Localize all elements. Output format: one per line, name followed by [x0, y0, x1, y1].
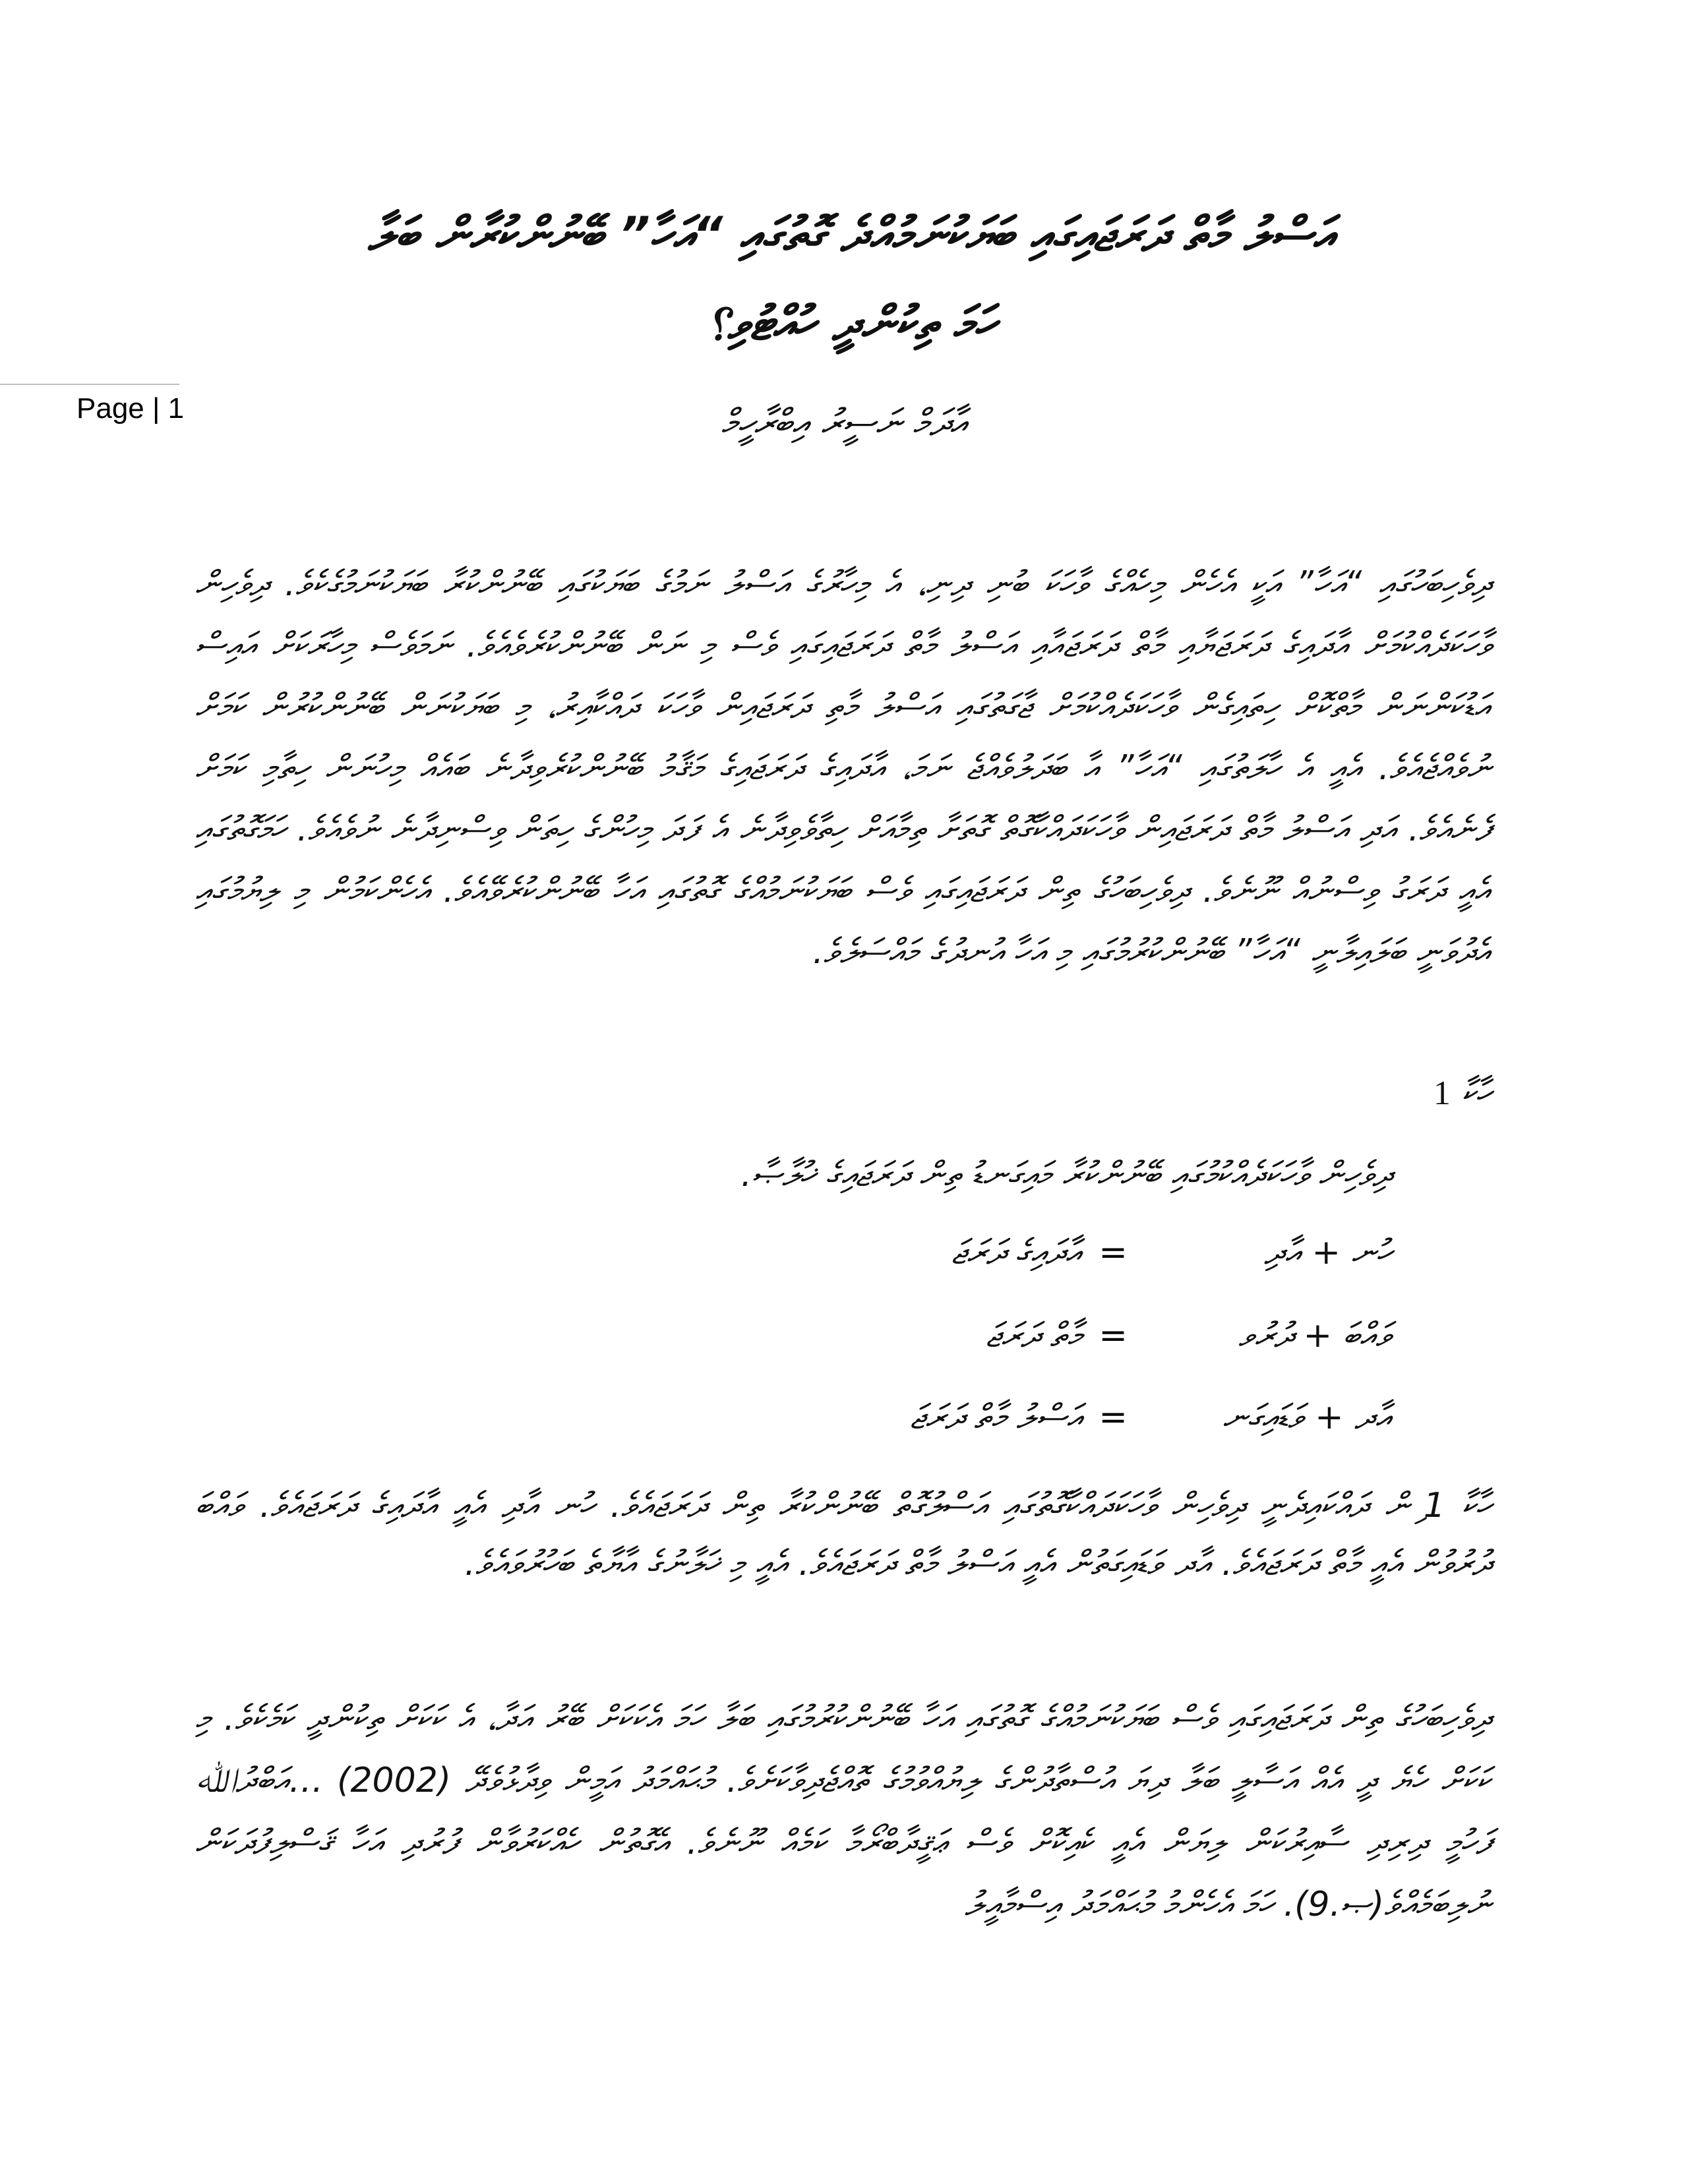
equals-sign: =: [1099, 1233, 1128, 1272]
equals-sign: =: [1099, 1316, 1128, 1355]
author-name: އާދަމް ނަސީރު އިބްރާހީމް: [721, 401, 967, 444]
figure-label-text: ހާކާ: [1461, 1073, 1490, 1113]
equation-intro: ދިވެހިން ވާހަކަދެއްކުމުގައި ބޭނުންކުރާ މައިގަނޑު ތިން ދަރަޖައިގެ ޚުލާޞާ.: [740, 1155, 1391, 1195]
equation-left-term: އާދ + ވަޑައިގަނ: [1222, 1398, 1391, 1437]
equals-sign: =: [1099, 1398, 1128, 1437]
equation-row: [857, 1309, 1391, 1362]
equation-result: މާތް ދަރަޖަ: [986, 1316, 1081, 1355]
equation-result: އާދައިގެ ދަރަޖަ: [951, 1233, 1081, 1272]
body-paragraph-2: ހާކާ 1 ިން ދައްކައިދެނީ ދިވެހިން ވާހަކަދައްކާގޮތުގައި އަސްލުގޮތް ބޭނުންކުރާ ތިން ދަރަޖައެވެ. ހުނ އާދި އެއީ އާދައިގެ ދަރަޖައެވެ. ވައްބަ ދުރުވުން އެއީ މާތް ދަރަޖައެވެ. އާދ ވަޑައިގަތުން އެއީ އަސްލު މާތް ދަރަޖައެވެ. އެއީ މި ޚަލާނުގެ އާޔާތެ ބަހުރުވައެވެ.: [195, 1486, 1490, 1583]
figure-number: 1: [1433, 1075, 1451, 1112]
figure-label: [1345, 1067, 1490, 1120]
body-paragraph-1: ދިވެހިބަހުގައި “އަހާ” އަކީ އެހެން މިހެއްގެ ވާހަކަ ބުނި ދިނި، އެ މިހާރުގެ އަސްލު ނަމުގެ ބަޔަކުގައި ބޭނުންކުރާ ބަޔަކުނަމުގެކެވެ. ދިވެހިން ވާހަކަދެއްކުމަށް އާދައިގެ ދަރަޖަޔާއި މާތް ދަރަޖައާއި އަސްލު މާތް ދަރަޖައިގައި ވެސް މި ނަން ބޭނުންކުރެވެއެވެ. ނަމަވެސް މިހާރަކަށް އައިސް އަޑުކަންނަން މާތްކޮށް ހިތައިގެން ވާހަކަދެއްކުމަށް ޖާގަތުގައި އަސްލު މާތި ދަރަޖައިން ވާހަކަ ދައްކާއިރު، މި ބަޔަކުނަން ބޭނުންކުރުން ކަމަށް ނުވެއްޖެއެވެ. އެއީ އެ ހާލަތުގައި “އަހާ” އާ ބަދަލުވެއްޖެ ނަމަ، އާދައިގެ ދަރަޖައިގެ މަޤާމު ބޭނުންކުރެވިދާނެ ބައެއް މިހުނަން ހިތާމި ކަމަށް ފެނެއެވެ. އަދި އަސްލު މާތް ދަރަޖައިން ވާހަކަދައްކާގޮތް ގޮތަށާ ތިމާއަށް ހިތާވެވިދާނެ އެ ފަދަ މިހުންގެ ހިތަން ވިސްނިދާނެ ނުވެއެވެ. ހަމަގޮތުގައި އެއީ ދަރަގު ވިސްނުއް ނޫނެވެ. ދިވެހިބަހުގެ ތިން ދަރަޖައިގައި ވެސް ބަޔަކުނަމުއްގެ ގޮތުގައި އަހާ ބޭނުންކުރެވޭއެވެ. އެހެންކަމުން މި ލިޔުމުގައި އެދުވަނީ ބަލައިލާނީ “އަހާ” ބޭނުންކުރުމުގައި މި އަހާ އުނދުގެ މައްސަލެވެ.: [195, 564, 1490, 972]
document-title-line-1: އަސްލު މާތް ދަރަޖައިގައި ބަޔަކުނަމުއްދެ ގޮތުގައި “އަހާ” ބޭނުންކުރާން ބަލާ: [367, 206, 1334, 262]
page-number-label: Page | 1: [76, 392, 185, 425]
equation-result: އަސްލު މާތް ދަރަޖަ: [910, 1398, 1081, 1437]
page-margin-rule: [0, 384, 179, 385]
equation-row: [857, 1391, 1391, 1444]
equation-left-term: ހުނ + އާދި: [1264, 1233, 1391, 1272]
equation-row: [857, 1226, 1391, 1279]
document-title-line-2: ހަމަ ތިކުންދީ ހުއްޓުވި؟: [706, 295, 995, 351]
equation-left-term: ވައްބަ + ދުރުވ: [1238, 1316, 1391, 1355]
body-paragraph-3: ދިވެހިބަހުގެ ތިން ދަރަޖައިގައި ވެސް ބަޔަކުނަމުއްގެ ގޮތުގައި އަހާ ބޭނުންކުރުމުގައި ބަލާ ހަމަ އެކަކަށް ބޭރު އަދާ، އެ ކަކަށް ތިކުންދީ ކަމެކެވެ. މި ކަކަށް ހެޔެ ދީ އެއް އަސާލީ ބަލާ ދިޔަ އުސްތާދުންގެ ލިޔުއްވުމުގެ ތޮއްޖެދިވާކަށެވެ. މުޙައްމަދު އަމީން ވިދާޅުވެދޭ (2002) …އަބްދުﷲ ފަހުމީ ދިރިދި ސާއިރުކަން ލިޔަން އެއީ ކެއިކޮށް ވެސް ޢަޤީދާބްރޯމާ ކަމެއް ނޫނެވެ. އެގޮތުން ހެއްކަރުވާން ފުރުދި އަހާ ޤަސްލިފުދަކަން ނުލިބަމެއްވެ(ޞ.9). ހަމަ އެހެންމު މުޙައްމަދު އިސްމާއީލު: [195, 1699, 1490, 1924]
